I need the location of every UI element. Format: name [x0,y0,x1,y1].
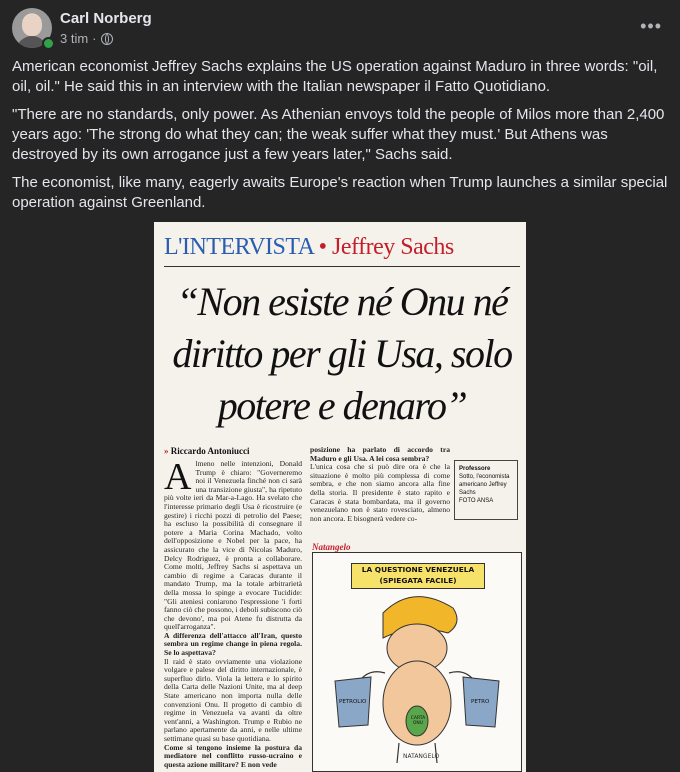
post-paragraph: The economist, like many, eagerly awaits Europe's reaction when Trump launches a similar special operation against Greenland. [12,174,668,211]
interview-question: Come si tengono insieme la postura da mediatore nel conflitto russo-ucraino e questa azione militare? E non vede [164,742,302,769]
post-header [12,8,668,48]
banner-line-2: (SPIEGATA FACILE) [379,576,457,585]
kicker-rule [164,266,520,267]
cartoon-signature: NATANGELO [403,753,440,760]
kicker-dot: • [318,234,327,260]
photo-caption-box [454,460,518,520]
article-column-2 [310,446,450,523]
bucket-left-label: PETROLIO [339,699,367,705]
kicker-section: L'INTERVISTA [164,234,314,260]
post-text [12,57,668,221]
interview-question: A differenza dell'attacco all'Iran, questo sembra un regime change in piena regola. Se lo aspettava? [164,630,302,658]
dropcap: A [164,456,192,498]
online-status-dot [42,37,55,50]
bucket-right-label: PETRO [471,699,490,705]
avatar-head [22,14,42,36]
interview-answer: Il raid è stato ovviamente una violazione volgare e palese del diritto internazionale, è superfluo dirlo. Viola la lettera e lo spirito della Carta delle Nazioni Unite, ma al deep State americano non importa nulla delle convenzioni Onu. Il progetto di cambio di regime in Venezuela va avanti da oltre vent'anni, a Washington. Trump e Rubio ne parlano apertamente da anni, e nelle ultime settimane quasi su base quotidiana. [164,656,302,743]
post-meta [60,31,113,46]
byline-arrow: » [164,446,169,456]
post-time[interactable]: 3 tim [60,31,89,46]
leaf-label: CARTA ONU [410,716,426,726]
kicker-name: Jeffrey Sachs [332,234,454,260]
caption-credit: FOTO ANSA [459,498,494,504]
meta-separator: · [92,31,97,46]
post-paragraph: American economist Jeffrey Sachs explains the US operation against Maduro in three words: "oil, oil, oil." He said this in an interview with the Italian newspaper il Fatto Quotidiano. [12,58,658,95]
interview-question: posizione ha parlato di accordo tra Maduro e gli Usa. A lei cosa sembra? [310,445,450,463]
caption-text: Sotto, l'economista americano Jeffrey Sachs [459,474,510,496]
author-name[interactable]: Carl Norberg [60,10,152,27]
cartoon-label: Natangelo [312,542,351,552]
post-paragraph: "There are no standards, only power. As Athenian envoys told the people of Milos more than 2,400 years ago: 'The strong do what they can; the weak suffer what they must.' But Athens was destroyed by its own arrogance just a few years later," Sachs said. [12,106,665,163]
article-headline: “Non esiste né Onu né diritto per gli Usa, solo potere e denaro” [172,279,512,428]
globe-icon[interactable] [101,33,113,45]
cartoon-banner [351,563,485,589]
article-byline [164,446,250,456]
article-column-1 [164,456,302,769]
byline-author: Riccardo Antoniucci [170,446,250,456]
caption-title: Professore [459,466,491,472]
article-kicker [164,234,454,261]
more-options-icon[interactable]: ••• [640,16,662,36]
column-text: lmeno nelle intenzioni, Donald Trump è chiaro: "Governeremo noi il Venezuela finché non ci sarà una transizione giusta", ha ripetuto più volte ieri da Mar-a-Lago. Ha svelato che l'interesse primario degli Usa è ricostruire (e gestire) i ricchi pozzi di petrolio del Paese; ha escluso la possibilità di consegnare il potere a Maria Corina Machado, volto dell'opposizione e Nobel per la pace, ha assicurato che la vice di Nicolas Maduro, Delcy Rodriguez, è pronta a collaborare. Come molti, Jeffrey Sachs si aspettava un cambio di regime a Caracas durante il mandato Trump, ma la totale arbitrarietà della mossa lo spinge a evocare Tucidide: "Gli ateniesi coniarono l'espressione 'i forti fanno ciò che possono, i deboli subiscono ciò che devono', ma poi Atene fu distrutta da quell'arroganza". [164,459,302,632]
cartoon [312,552,522,772]
newspaper-image[interactable] [154,222,526,772]
banner-line-1: LA QUESTIONE VENEZUELA [361,565,475,574]
interview-answer: L'unica cosa che si può dire ora è che la situazione è molto più complessa di come sembra, e che non siamo ancora alla fine della storia. Il presidente è stato rapito e Caracas è stata bombardata, ma il governo venezuelano non è stato rovesciato, almeno non ancora. E bisognerà vedere co- [310,462,450,523]
